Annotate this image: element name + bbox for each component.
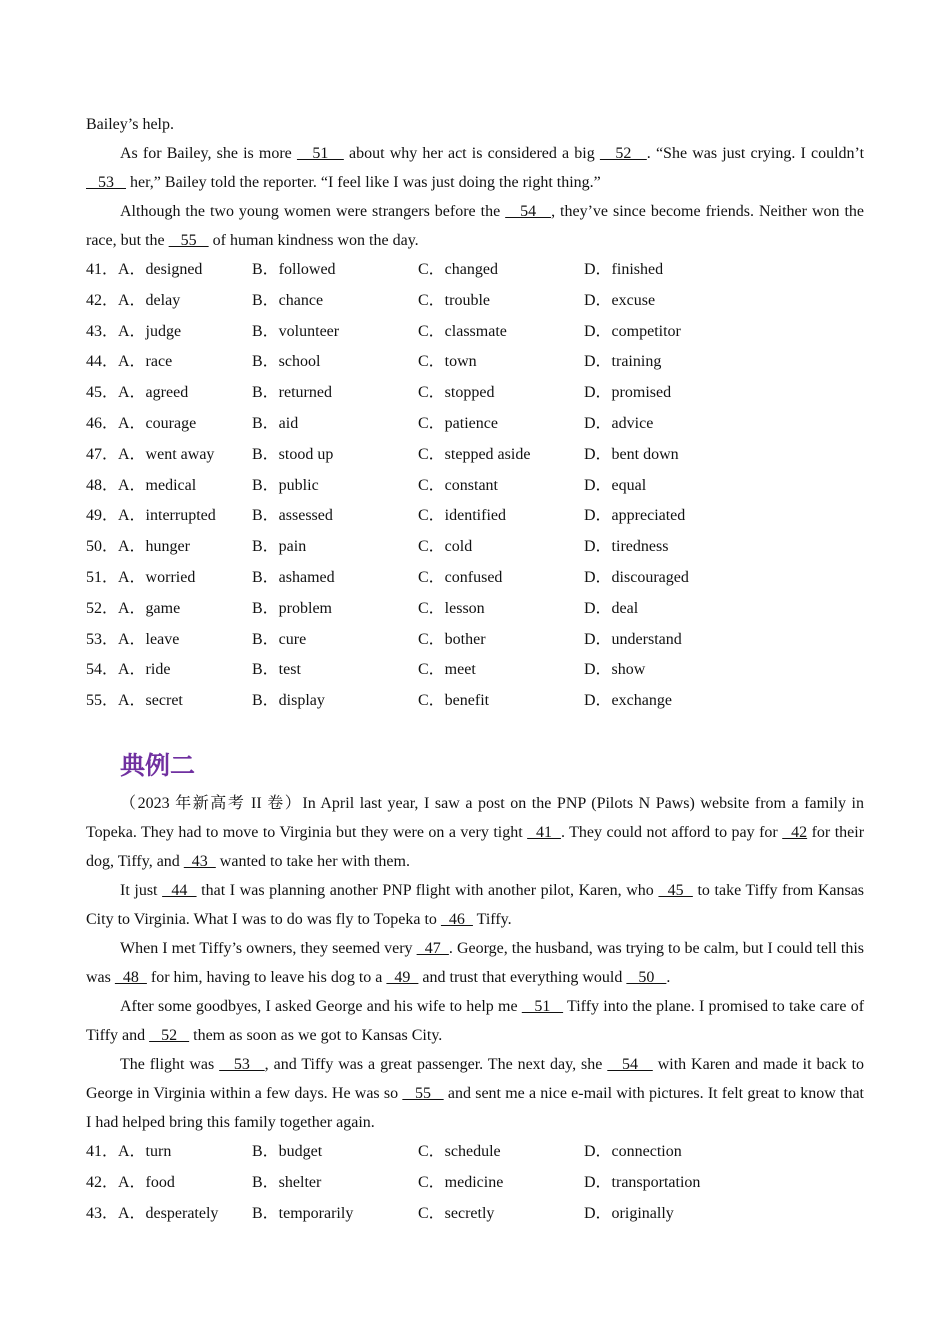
- passage1-paragraph: Although the two young women were strangers before the 54 , they’ve since become friends. Neither won the race, but the 55 of human kindness won the day.: [86, 203, 865, 249]
- option-b[interactable]: B．returned: [252, 384, 332, 402]
- option-row: [86, 471, 864, 502]
- options-list-2: [86, 1137, 864, 1229]
- option-d[interactable]: D．understand: [584, 630, 682, 648]
- option-d[interactable]: D．training: [584, 353, 662, 371]
- option-a[interactable]: 44．A．race: [86, 353, 173, 371]
- option-row: [86, 1168, 864, 1199]
- option-a[interactable]: 43．A．judge: [86, 322, 182, 340]
- option-row: [86, 440, 864, 471]
- blank-47[interactable]: 47: [416, 940, 449, 957]
- option-d[interactable]: D．equal: [584, 476, 647, 494]
- passage1-tail: Bailey’s help.: [86, 116, 174, 133]
- option-c[interactable]: C．benefit: [418, 692, 490, 710]
- option-d[interactable]: D．discouraged: [584, 568, 689, 586]
- passage1-paragraph: As for Bailey, she is more 51 about why her act is considered a big 52 . “She was just crying. I couldn’t 53 her,” Bailey told the reporter. “I feel like I was just doing the right thing.”: [86, 145, 865, 191]
- option-c[interactable]: C．classmate: [418, 322, 507, 340]
- blank-45[interactable]: 45: [658, 882, 693, 899]
- option-b[interactable]: B．aid: [252, 414, 299, 432]
- option-d[interactable]: D．originally: [584, 1204, 674, 1222]
- option-a[interactable]: 51．A．worried: [86, 568, 196, 586]
- blank-52[interactable]: 52: [149, 1027, 190, 1044]
- passage2-paragraph: The flight was 53 , and Tiffy was a great passenger. The next day, she 54 with Karen and made it back to George in Virginia within a few days. He was so 55 and sent me a nice e-mail with pictures. It felt great to know that I had helped bring this family together again.: [86, 1056, 865, 1131]
- option-row: [86, 532, 864, 563]
- option-c[interactable]: C．trouble: [418, 291, 490, 309]
- option-a[interactable]: 43．A．desperately: [86, 1204, 219, 1222]
- option-d[interactable]: D．tiredness: [584, 538, 669, 556]
- blank-55[interactable]: 55: [168, 232, 209, 249]
- option-c[interactable]: C．medicine: [418, 1173, 504, 1191]
- option-row: [86, 501, 864, 532]
- passage2-paragraph: It just 44 that I was planning another PNP flight with another pilot, Karen, who 45 to take Tiffy from Kansas City to Virginia. What I was to do was fly to Topeka to 46 Tiffy.: [86, 882, 865, 928]
- option-b[interactable]: B．school: [252, 353, 321, 371]
- blank-54[interactable]: 54: [505, 203, 552, 220]
- option-b[interactable]: B．volunteer: [252, 322, 340, 340]
- option-row: [86, 625, 864, 656]
- option-b[interactable]: B．ashamed: [252, 568, 335, 586]
- passage2-paragraph: After some goodbyes, I asked George and his wife to help me 51 Tiffy into the plane. I promised to take care of Tiffy and 52 them as soon as we got to Kansas City.: [86, 998, 865, 1044]
- option-d[interactable]: D．deal: [584, 599, 639, 617]
- option-c[interactable]: C．confused: [418, 568, 503, 586]
- blank-46[interactable]: 46: [440, 911, 473, 928]
- option-row: [86, 594, 864, 625]
- section-heading: 典例二: [120, 751, 196, 780]
- option-c[interactable]: C．identified: [418, 507, 506, 525]
- option-a[interactable]: 54．A．ride: [86, 661, 171, 679]
- option-a[interactable]: 52．A．game: [86, 599, 181, 617]
- blank-53[interactable]: 53: [219, 1056, 265, 1073]
- blank-44[interactable]: 44: [162, 882, 197, 899]
- option-b[interactable]: B．followed: [252, 261, 336, 278]
- option-d[interactable]: D．competitor: [584, 322, 681, 340]
- option-b[interactable]: B．budget: [252, 1143, 323, 1160]
- option-row: [86, 655, 864, 686]
- option-d[interactable]: D．transportation: [584, 1173, 701, 1191]
- option-row: [86, 378, 864, 409]
- blank-48[interactable]: 48: [114, 969, 147, 986]
- option-c[interactable]: C．schedule: [418, 1143, 501, 1160]
- option-d[interactable]: D．excuse: [584, 291, 656, 309]
- option-d[interactable]: D．exchange: [584, 692, 672, 710]
- option-b[interactable]: B．pain: [252, 538, 307, 556]
- option-c[interactable]: C．patience: [418, 414, 498, 432]
- option-c[interactable]: C．lesson: [418, 599, 485, 617]
- option-a[interactable]: 50．A．hunger: [86, 538, 190, 556]
- blank-53[interactable]: 53: [86, 174, 126, 191]
- option-c[interactable]: C．town: [418, 353, 477, 371]
- blank-51[interactable]: 51: [296, 145, 344, 162]
- options-list-1: [86, 255, 864, 717]
- option-a[interactable]: 42．A．delay: [86, 291, 181, 309]
- option-b[interactable]: B．test: [252, 661, 301, 679]
- option-c[interactable]: C．stepped aside: [418, 445, 531, 463]
- option-b[interactable]: B．assessed: [252, 507, 333, 525]
- option-a[interactable]: 45．A．agreed: [86, 384, 189, 402]
- option-b[interactable]: B．problem: [252, 599, 332, 617]
- option-c[interactable]: C．changed: [418, 261, 498, 278]
- option-a[interactable]: 46．A．courage: [86, 414, 197, 432]
- option-a[interactable]: 55．A．secret: [86, 692, 183, 710]
- option-d[interactable]: D．show: [584, 661, 646, 679]
- option-a[interactable]: 49．A．interrupted: [86, 507, 216, 525]
- option-b[interactable]: B．public: [252, 476, 319, 494]
- option-c[interactable]: C．constant: [418, 476, 498, 494]
- option-b[interactable]: B．shelter: [252, 1173, 322, 1191]
- option-a[interactable]: 42．A．food: [86, 1173, 175, 1191]
- option-b[interactable]: B．chance: [252, 291, 324, 309]
- blank-51[interactable]: 51: [521, 998, 564, 1015]
- blank-42[interactable]: 42: [782, 824, 808, 841]
- option-row: [86, 286, 864, 317]
- option-a[interactable]: 41．A．designed: [86, 261, 203, 278]
- blank-52[interactable]: 52: [599, 145, 647, 162]
- option-d[interactable]: D．promised: [584, 384, 672, 402]
- option-b[interactable]: B．temporarily: [252, 1204, 354, 1222]
- option-row: [86, 317, 864, 348]
- option-a[interactable]: 53．A．leave: [86, 630, 180, 648]
- blank-43[interactable]: 43: [183, 853, 216, 870]
- option-b[interactable]: B．stood up: [252, 445, 334, 463]
- option-b[interactable]: B．cure: [252, 630, 307, 648]
- option-row: [86, 1137, 864, 1168]
- option-d[interactable]: D．appreciated: [584, 507, 686, 525]
- blank-54[interactable]: 54: [607, 1056, 653, 1073]
- option-a[interactable]: 41．A．turn: [86, 1143, 172, 1160]
- option-c[interactable]: C．bother: [418, 630, 486, 648]
- option-row: [86, 255, 864, 286]
- option-row: [86, 409, 864, 440]
- option-c[interactable]: C．secretly: [418, 1204, 495, 1222]
- option-row: [86, 686, 864, 717]
- option-d[interactable]: D．connection: [584, 1143, 682, 1160]
- blank-49[interactable]: 49: [386, 969, 419, 986]
- option-a[interactable]: 47．A．went away: [86, 445, 215, 463]
- option-a[interactable]: 48．A．medical: [86, 476, 197, 494]
- option-row: [86, 347, 864, 378]
- option-d[interactable]: D．advice: [584, 414, 654, 432]
- option-c[interactable]: C．meet: [418, 661, 476, 679]
- option-c[interactable]: C．stopped: [418, 384, 495, 402]
- option-row: [86, 1199, 864, 1230]
- option-c[interactable]: C．cold: [418, 538, 473, 556]
- passage2-paragraph: When I met Tiffy’s owners, they seemed very 47 . George, the husband, was trying to be calm, but I could tell this was 48 for him, having to leave his dog to a 49 and trust that everything would 50 .: [86, 940, 865, 986]
- option-d[interactable]: D．bent down: [584, 445, 679, 463]
- blank-41[interactable]: 41: [527, 824, 561, 841]
- option-d[interactable]: D．finished: [584, 261, 664, 278]
- option-b[interactable]: B．display: [252, 692, 325, 710]
- blank-55[interactable]: 55: [402, 1085, 444, 1102]
- option-row: [86, 563, 864, 594]
- blank-50[interactable]: 50: [626, 969, 667, 986]
- passage2-paragraph: （2023 年新高考 II 卷）In April last year, I saw a post on the PNP (Pilots N Paws) website from a family in Topeka. They had to move to Virginia but they were on a very tight 41 . They could not afford to pay for 42 for their dog, Tiffy, and 43 wanted to take her with them.: [86, 795, 865, 870]
